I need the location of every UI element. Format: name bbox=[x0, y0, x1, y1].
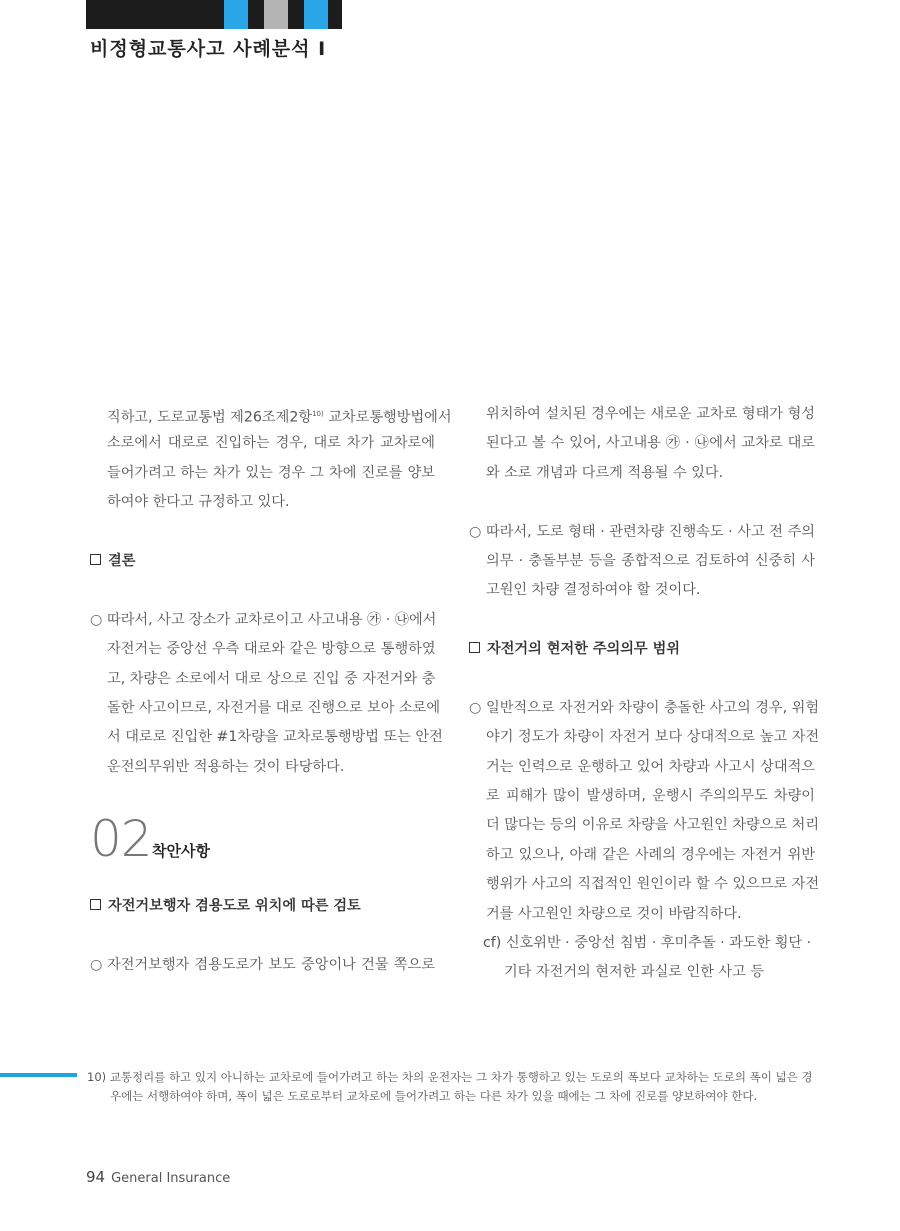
circle-bullet-icon: ○ bbox=[90, 611, 103, 628]
text-line: 고원인 차량 결정하여야 할 것이다. bbox=[486, 582, 701, 599]
text-line: 소로에서 대로로 진입하는 경우, 대로 차가 교차로에 bbox=[107, 435, 435, 452]
checkbox-square-icon bbox=[90, 899, 101, 910]
conclusion-heading: 결론 bbox=[90, 547, 435, 576]
footnote-accent-bar bbox=[0, 1073, 77, 1077]
bar-segment bbox=[224, 0, 248, 29]
circle-bullet-icon: ○ bbox=[469, 699, 482, 716]
text-line: 하여야 한다고 규정하고 있다. bbox=[107, 494, 290, 511]
text-line: 로 피해가 많이 발생하며, 운행시 주의의무도 차량이 bbox=[486, 788, 815, 805]
section-number: 02 bbox=[90, 810, 152, 869]
text-line: 위치하여 설치된 경우에는 새로운 교차로 형태가 형성 bbox=[486, 406, 815, 422]
duty-heading: 자전거의 현저한 주의의무 범위 bbox=[469, 635, 815, 664]
text-line: 의무 · 충돌부분 등을 종합적으로 검토하여 신중히 사 bbox=[486, 552, 815, 569]
text-line: 야기 정도가 차량이 자전거 보다 상대적으로 높고 자전 bbox=[486, 729, 820, 746]
text-line: 자전거는 중앙선 우측 대로와 같은 방향으로 통행하였 bbox=[107, 641, 436, 658]
review-heading: 자전거보행자 겸용도로 위치에 따른 검토 bbox=[90, 892, 435, 921]
checkbox-square-icon bbox=[90, 554, 101, 565]
text-line: 들어가려고 하는 차가 있는 경우 그 차에 진로를 양보 bbox=[107, 464, 435, 481]
cf-note bbox=[469, 929, 815, 988]
circle-bullet-icon: ○ bbox=[90, 956, 103, 973]
text-line: 거는 인력으로 운행하고 있어 차량과 사고시 상대적으 bbox=[486, 758, 815, 775]
bar-segment bbox=[288, 0, 304, 29]
duty-paragraph bbox=[469, 694, 820, 929]
running-header-title: 비정형교통사고 사례분석 I bbox=[90, 38, 327, 60]
continued-paragraph bbox=[469, 400, 815, 488]
recommendation-paragraph bbox=[469, 518, 815, 606]
text-line: 거를 사고원인 차량으로 것이 바람직하다. bbox=[486, 905, 742, 922]
text-line: cf) 신호위반 · 중앙선 침범 · 후미추돌 · 과도한 횡단 · bbox=[483, 935, 812, 952]
footnote-line: 10) 교통정리를 하고 있지 아니하는 교차로에 들어가려고 하는 차의 운전자는 그 차가 통행하고 있는 도로의 폭보다 교차하는 도로의 폭이 넓은 경 bbox=[87, 1070, 813, 1084]
text-line: 행위가 사고의 직접적인 원인이라 할 수 있으므로 자전 bbox=[486, 876, 820, 893]
circle-bullet-icon: ○ bbox=[469, 523, 482, 540]
continued-paragraph bbox=[90, 400, 452, 518]
header-color-bar bbox=[86, 0, 342, 29]
text-line: 기타 자전거의 현저한 과실로 인한 사고 등 bbox=[504, 964, 765, 981]
text-line: 고, 차량은 소로에서 대로 상으로 진입 중 자전거와 충 bbox=[107, 670, 436, 687]
text-line: 더 많다는 등의 이유로 차량을 사고원인 차량으로 처리 bbox=[486, 817, 820, 834]
footnote-line: 우에는 서행하여야 하며, 폭이 넓은 도로로부터 교차로에 들어가려고 하는 다른 차가 있을 때에는 그 차에 진로를 양보하여야 한다. bbox=[110, 1089, 758, 1103]
text-line: 운전의무위반 적용하는 것이 타당하다. bbox=[107, 758, 345, 775]
text-line: 와 소로 개념과 다르게 적용될 수 있다. bbox=[486, 464, 724, 481]
publication-name: General Insurance bbox=[111, 1171, 231, 1186]
text-line: 일반적으로 자전거와 차량이 충돌한 사고의 경우, 위험 bbox=[486, 699, 820, 716]
right-column bbox=[469, 400, 820, 988]
text-line: 된다고 볼 수 있어, 사고내용 ㉮ · ㉯에서 교차로 대로 bbox=[486, 435, 815, 452]
bar-segment bbox=[328, 0, 342, 29]
footnote bbox=[87, 1068, 817, 1106]
text-line: 따라서, 사고 장소가 교차로이고 사고내용 ㉮ · ㉯에서 bbox=[107, 611, 437, 628]
text-line: 자전거보행자 겸용도로가 보도 중앙이나 건물 쪽으로 bbox=[107, 956, 435, 973]
footnote-ref: 10) bbox=[312, 410, 324, 418]
section-title: 착안사항 bbox=[152, 842, 210, 861]
text-line: 직하고, 도로교통법 제26조제2항$^{10)}$ 교차로통행방법에서 bbox=[107, 409, 452, 426]
text-line: 돌한 사고이므로, 자전거를 대로 진행으로 보아 소로에 bbox=[107, 699, 441, 716]
bar-segment bbox=[304, 0, 328, 29]
bar-segment bbox=[86, 0, 224, 29]
review-paragraph bbox=[90, 951, 435, 980]
text-line: 하고 있으나, 아래 같은 사례의 경우에는 자전거 위반 bbox=[486, 846, 815, 863]
checkbox-square-icon bbox=[469, 642, 480, 653]
text-line: 따라서, 도로 형태 · 관련차량 진행속도 · 사고 전 주의 bbox=[486, 523, 815, 540]
bar-segment bbox=[248, 0, 264, 29]
page-number: 94 bbox=[86, 1168, 106, 1186]
left-column bbox=[90, 400, 452, 980]
section-header bbox=[90, 804, 435, 892]
page-footer bbox=[86, 1168, 230, 1186]
text-line: 서 대로로 진입한 #1차량을 교차로통행방법 또는 안전 bbox=[107, 729, 443, 746]
bar-segment bbox=[264, 0, 288, 29]
conclusion-paragraph bbox=[90, 606, 443, 782]
